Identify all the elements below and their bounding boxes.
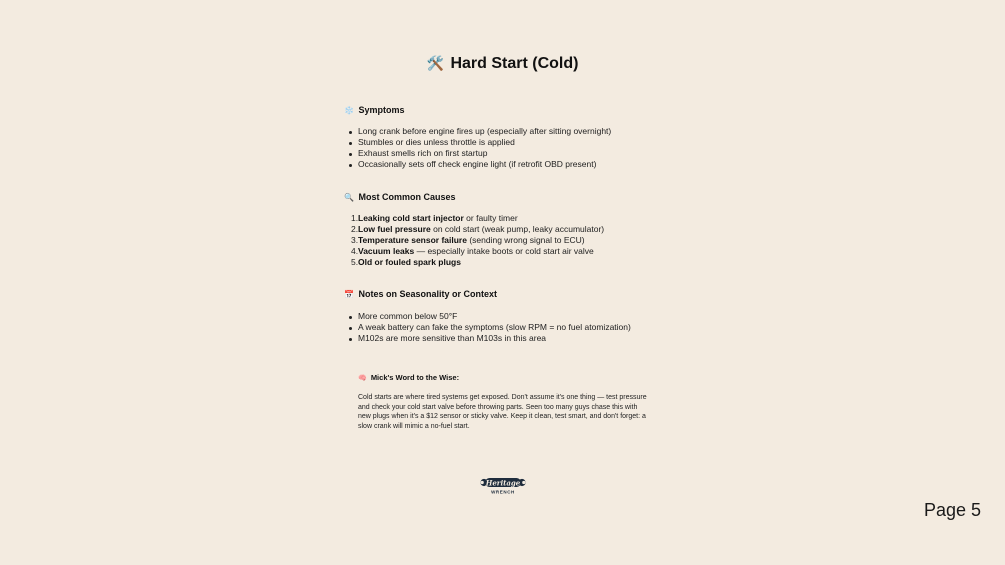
list-item: A weak battery can fake the symptoms (slow RPM = no fuel atomization) [344,322,631,333]
list-item: More common below 50°F [344,311,631,322]
causes-list [344,213,604,268]
logo-word: WRENCH [491,489,515,495]
causes-heading [344,192,456,202]
list-item: 2. Low fuel pressure on cold start (weak pump, leaky accumulator) [351,224,605,234]
notes-heading-text: Notes on Seasonality or Context [358,289,498,299]
notes-heading [344,289,497,299]
wise-body: Cold starts are where tired systems get exposed. Don't assume it's one thing — test pressure and check your cold start valve before throwing parts. Seen too many guys chase this with new plugs when it's a $12 sensor or sticky valve. Keep it clean, test smart, and don't forget: a slow crank will mimic a no-fuel start. [358,394,647,430]
list-item: Occasionally sets off check engine light (if retrofit OBD present) [344,159,611,170]
symptoms-heading [344,105,405,115]
list-item: Stumbles or dies unless throttle is applied [344,137,611,148]
page-number: Page 5 [924,500,982,520]
list-item: 5. Old or fouled spark plugs [351,257,461,267]
list-item: 1. Leaking cold start injector or faulty timer [351,213,518,223]
logo-script: Heritage [485,478,521,488]
list-item: 4. Vacuum leaks — especially intake boots or cold start air valve [351,246,594,256]
notes-list [344,311,631,344]
causes-heading-text: Most Common Causes [358,192,456,202]
snowflake-icon: ❄️ [344,106,354,115]
brain-icon: 🧠 [358,375,367,382]
hammer-and-wrench-icon: 🛠️ [426,55,444,71]
list-item: Exhaust smells rich on first startup [344,148,611,159]
list-item: Long crank before engine fires up (especially after sitting overnight) [344,126,611,137]
wise-heading-text: Mick's Word to the Wise: [370,373,460,382]
wise-heading [358,373,459,382]
list-item: M102s are more sensitive than M103s in this area [344,333,631,344]
magnifying-glass-icon: 🔍 [344,193,354,202]
symptoms-heading-text: Symptoms [358,105,405,115]
list-item: 3. Temperature sensor failure (sending wrong signal to ECU) [351,235,585,245]
page-title [0,55,1005,73]
symptoms-list [344,126,611,170]
page-title-text: Hard Start (Cold) [450,55,579,72]
calendar-icon: 📅 [344,290,354,299]
heritage-wrench-logo [480,476,526,496]
